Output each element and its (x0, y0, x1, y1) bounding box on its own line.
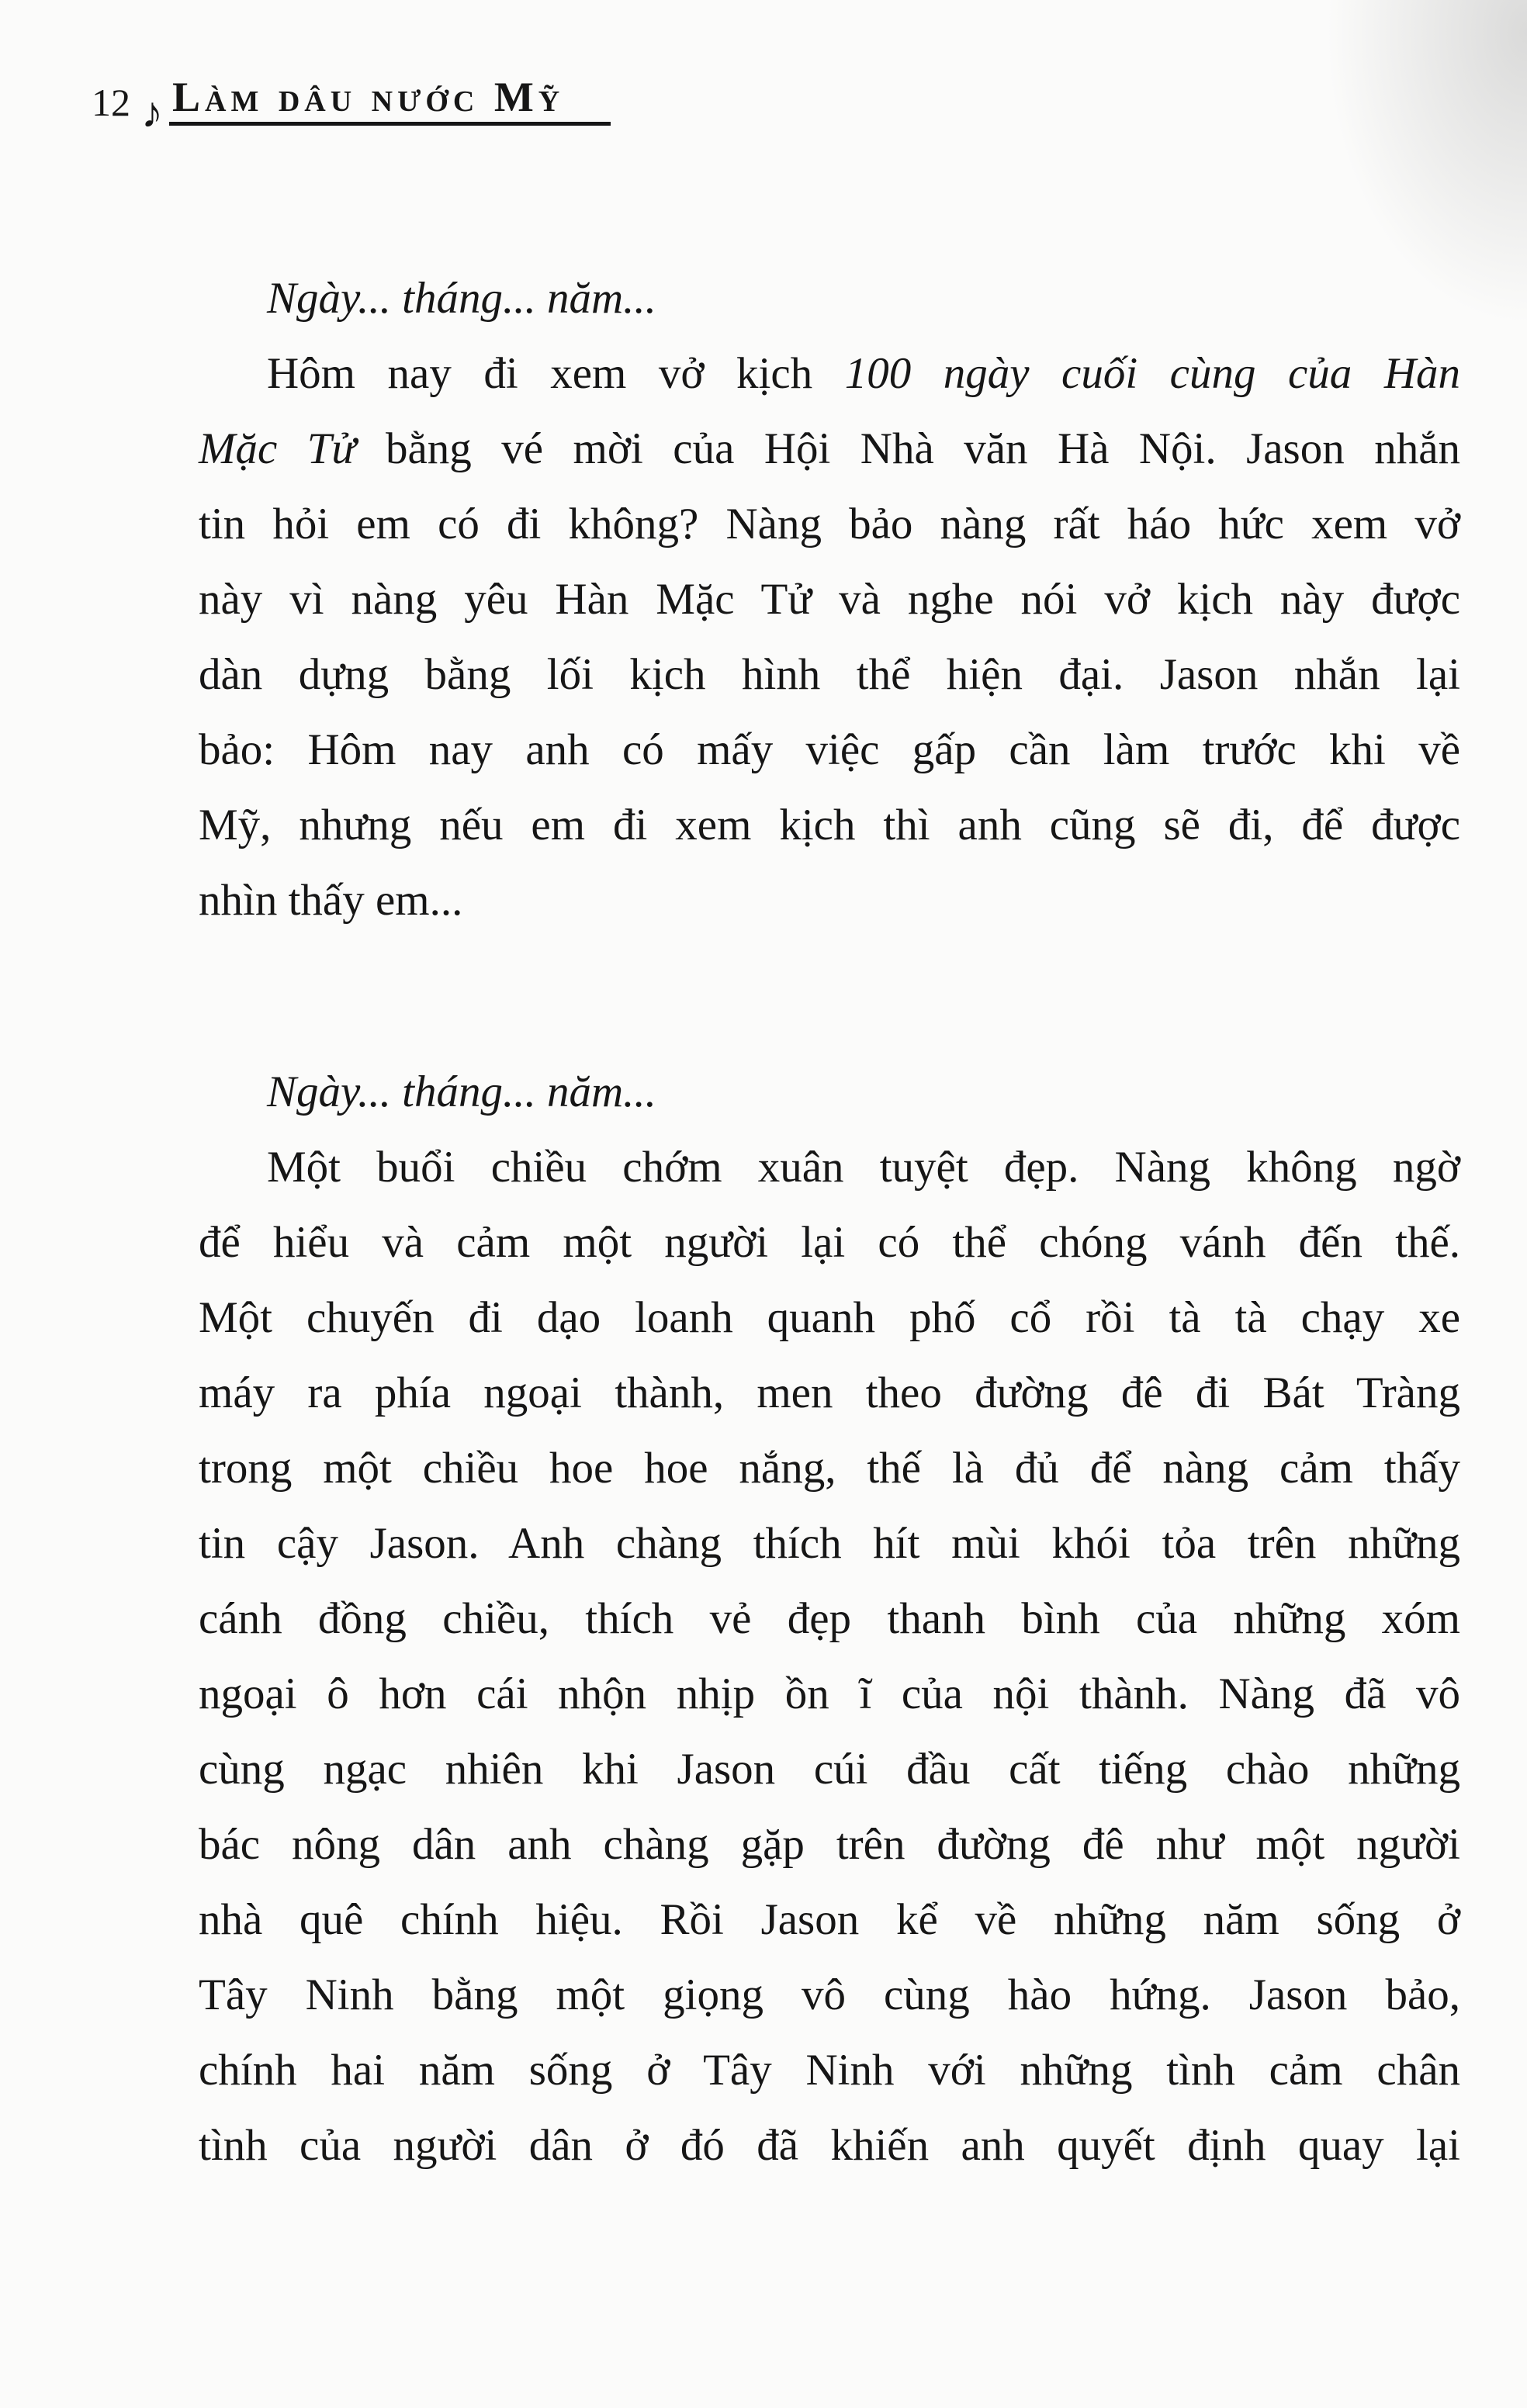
text-line: nhìn thấy em... (199, 876, 463, 925)
text-line: ngoại ô hơn cái nhộn nhịp ồn ĩ của nội thành. Nàng đã vô (199, 1669, 1460, 1718)
play-title: 100 ngày cuối cùng của Hàn (844, 349, 1460, 398)
text-line: chính hai năm sống ở Tây Ninh với những tình cảm chân (199, 2046, 1460, 2095)
entry-date: Ngày... tháng... năm... (267, 1067, 656, 1116)
text-line: trong một chiều hoe hoe nắng, thế là đủ để nàng cảm thấy (199, 1444, 1460, 1493)
text-line: Một chuyến đi dạo loanh quanh phố cổ rồi tà tà chạy xe (199, 1293, 1460, 1342)
text-line: tình của người dân ở đó đã khiến anh quyết định quay lại (199, 2121, 1460, 2170)
running-title: Làm dâu nước Mỹ (169, 74, 611, 126)
text-line: bảo: Hôm nay anh có mấy việc gấp cần làm trước khi về (199, 725, 1460, 774)
text-line: để hiểu và cảm một người lại có thể chóng vánh đến thế. (199, 1218, 1460, 1267)
section-gap (199, 938, 1460, 1054)
text-line: Mỹ, nhưng nếu em đi xem kịch thì anh cũng sẽ đi, để được (199, 801, 1460, 849)
text-line: tin hỏi em có đi không? Nàng bảo nàng rất háo hức xem vở (199, 500, 1460, 548)
text-line: cùng ngạc nhiên khi Jason cúi đầu cất tiếng chào những (199, 1745, 1460, 1794)
text-line: Tây Ninh bằng một giọng vô cùng hào hứng. Jason bảo, (199, 1970, 1460, 2019)
text-line: này vì nàng yêu Hàn Mặc Tử và nghe nói vở kịch này được (199, 575, 1460, 624)
running-header (92, 71, 611, 137)
play-title: Mặc Tử (199, 424, 356, 473)
text-line: Một buổi chiều chớm xuân tuyệt đẹp. Nàng không ngờ (267, 1143, 1460, 1192)
text-line: cánh đồng chiều, thích vẻ đẹp thanh bình của những xóm (199, 1594, 1460, 1643)
page-body (199, 261, 1460, 2183)
text-line: dàn dựng bằng lối kịch hình thể hiện đại. Jason nhắn lại (199, 650, 1460, 699)
text-line: nhà quê chính hiệu. Rồi Jason kể về những năm sống ở (199, 1895, 1460, 1944)
page-number: 12 (92, 81, 130, 124)
text-line: bác nông dân anh chàng gặp trên đường đê như một người (199, 1820, 1460, 1869)
text-line: Mặc Tử bằng vé mời của Hội Nhà văn Hà Nội. Jason nhắn (199, 424, 1460, 473)
text-line: tin cậy Jason. Anh chàng thích hít mùi khói tỏa trên những (199, 1519, 1460, 1568)
eighth-note-icon: ♪ (141, 89, 163, 137)
entry-date: Ngày... tháng... năm... (267, 274, 656, 323)
text-line: máy ra phía ngoại thành, men theo đường đê đi Bát Tràng (199, 1368, 1460, 1417)
text-line: Hôm nay đi xem vở kịch 100 ngày cuối cùng của Hàn (267, 349, 1460, 398)
